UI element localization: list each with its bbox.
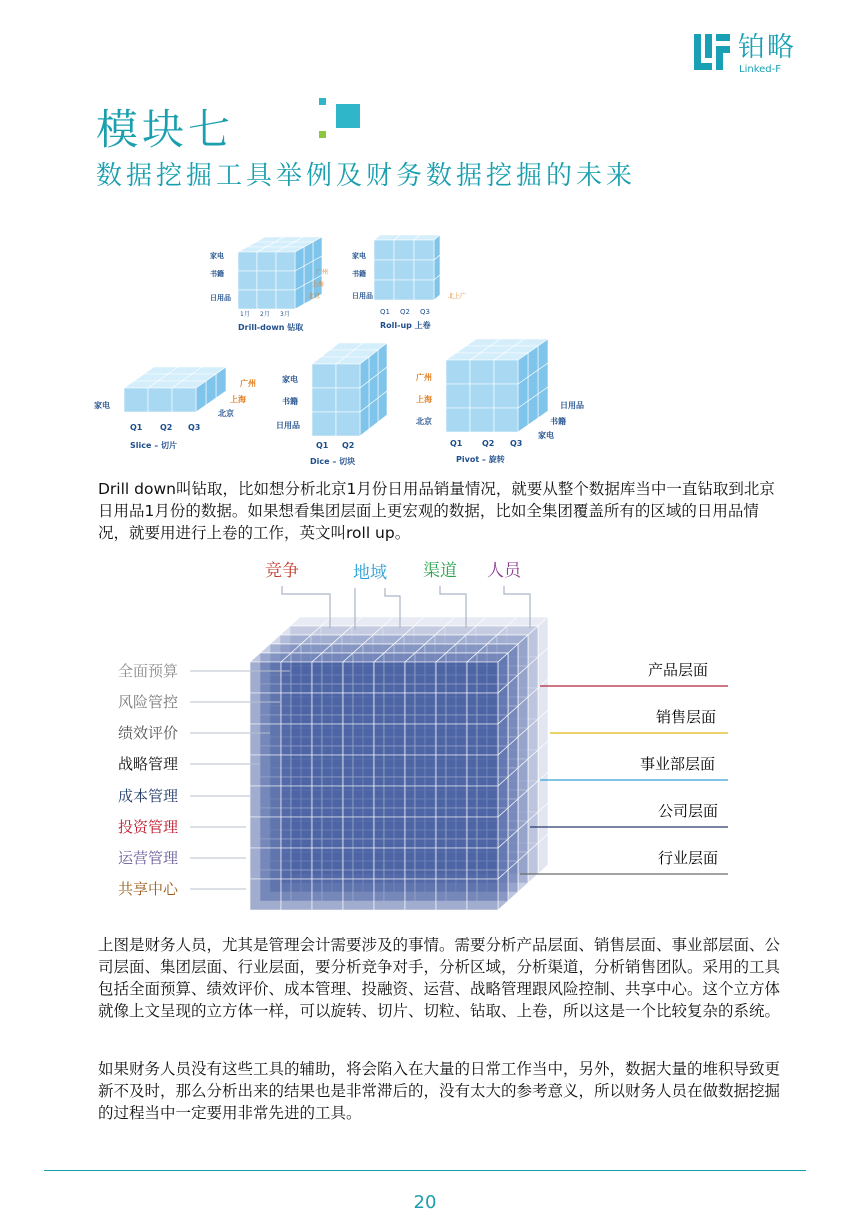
pivot-row-label: 上海 [416,395,432,404]
olap-cube [124,367,226,412]
slice-depth-label: 广州 [240,379,256,388]
olap-cube-graphics [124,235,548,436]
logo-mark-icon [692,32,732,72]
slice-col-label: Q3 [188,423,201,432]
pivot-caption: Pivot – 旋转 [456,455,505,464]
dice-row-label: 书籍 [282,397,298,406]
top-label-competition: 竞争 [265,561,299,581]
left-label-shared-center: 共享中心 [118,880,179,898]
ru-col-label: Q3 [420,308,430,316]
right-label-sales: 销售层面 [656,708,717,726]
slice-col-label: Q2 [160,423,173,432]
pivot-col-label: Q3 [510,439,523,448]
decor-square-teal [336,104,360,128]
dd-depth-label: 上海 [312,281,325,288]
dd-col-label: 1月 [240,311,250,318]
company-logo [692,32,822,76]
dice-caption: Dice – 切块 [310,457,356,466]
right-label-company: 公司层面 [658,802,719,820]
page-title: 模块七 [96,105,235,154]
left-label-investment: 投资管理 [118,818,179,836]
paragraph-cube-explanation: 上图是财务人员，尤其是管理会计需要涉及的事情。需要分析产品层面、销售层面、事业部层面、公司层面、集团层面、行业层面，要分析竞争对手，分析区域，分析渠道，分析销售团队。采用的工具包括全面预算、绩效评价、成本管理、投融资、运营、战略管理跟风险控制、共享中心。这个立方体就像上文呈现的立方体一样，可以旋转、切片、切粒、钻取、上卷，所以这是一个比较复杂的系统。 [98,936,781,1020]
right-label-division: 事业部层面 [640,755,716,773]
page-subtitle: 数据挖掘工具举例及财务数据挖掘的未来 [96,161,637,191]
left-label-performance: 绩效评价 [118,724,179,742]
left-label-risk: 风险管控 [118,693,179,711]
right-label-product: 产品层面 [648,661,709,679]
logo-text-cn: 铂略 [738,32,796,63]
left-label-operations: 运营管理 [118,849,179,867]
olap-cube [446,339,548,432]
ru-col-label: Q1 [380,308,390,316]
left-label-cost: 成本管理 [118,787,179,805]
dd-row-label: 家电 [210,252,224,260]
page-number: 20 [413,1192,437,1213]
left-label-budget: 全面预算 [118,662,179,680]
dd-row-label: 书籍 [210,270,224,278]
slice-caption: Slice – 切片 [130,441,177,450]
top-label-region: 地域 [353,563,387,583]
dd-col-label: 2月 [260,311,270,318]
paragraph-drill-down: Drill down叫钻取，比如想分析北京1月份日用品销量情况，就要从整个数据库当中一直钻取到北京日用品1月份的数据。如果想看集团层面上更宏观的数据，比如全集团覆盖所有的区域的日用品情况，就要用进行上卷的工作，英文叫roll up。 [98,480,775,542]
ru-row-label: 日用品 [352,292,373,300]
decor-square-small-teal [319,98,326,105]
top-label-channel: 渠道 [423,561,457,581]
finance-cube-graphic [250,617,548,910]
left-label-strategy: 战略管理 [118,755,179,773]
dd-depth-label: 广州 [316,269,329,276]
slice-row-label: 家电 [94,401,110,410]
dice-col-label: Q2 [342,441,355,450]
slice-depth-label: 北京 [218,409,234,418]
pivot-col-label: Q1 [450,439,463,448]
dd-depth-label: 北京 [308,293,321,300]
dice-col-label: Q1 [316,441,329,450]
dd-col-label: 3月 [280,311,290,318]
dd-row-label: 日用品 [210,294,231,302]
paragraph-tools-conclusion: 如果财务人员没有这些工具的辅助，将会陷入在大量的日常工作当中，另外，数据大量的堆积导致更新不及时，那么分析出来的结果也是非常滞后的，没有太大的参考意义，所以财务人员在做数据挖掘的过程当中一定要用非常先进的工具。 [98,1060,781,1122]
pivot-col-label: Q2 [482,439,495,448]
finance-cube-figure [100,552,740,920]
ru-row-label: 书籍 [352,270,366,278]
slice-col-label: Q1 [130,423,143,432]
ru-col-label: Q2 [400,308,410,316]
dd-caption: Drill-down 钻取 [238,323,304,332]
slice-depth-label: 上海 [230,395,246,404]
olap-cube [312,343,387,436]
dice-row-label: 家电 [282,375,298,384]
olap-cube [374,235,440,300]
ru-depth-label: 北上广 [448,293,467,300]
olap-operations-figure [90,218,590,470]
top-label-personnel: 人员 [487,561,521,581]
pivot-row-label: 北京 [416,417,432,426]
dice-row-label: 日用品 [276,421,300,430]
pivot-depth-label: 家电 [538,431,554,440]
pivot-row-label: 广州 [416,373,432,382]
pivot-depth-label: 书籍 [550,417,566,426]
logo-text-en: Linked-F [739,64,781,75]
ru-caption: Roll-up 上卷 [380,321,431,330]
decor-square-green [319,131,326,138]
ru-row-label: 家电 [352,252,366,260]
footer-divider [44,1170,806,1171]
pivot-depth-label: 日用品 [560,401,584,410]
right-label-industry: 行业层面 [658,849,719,867]
